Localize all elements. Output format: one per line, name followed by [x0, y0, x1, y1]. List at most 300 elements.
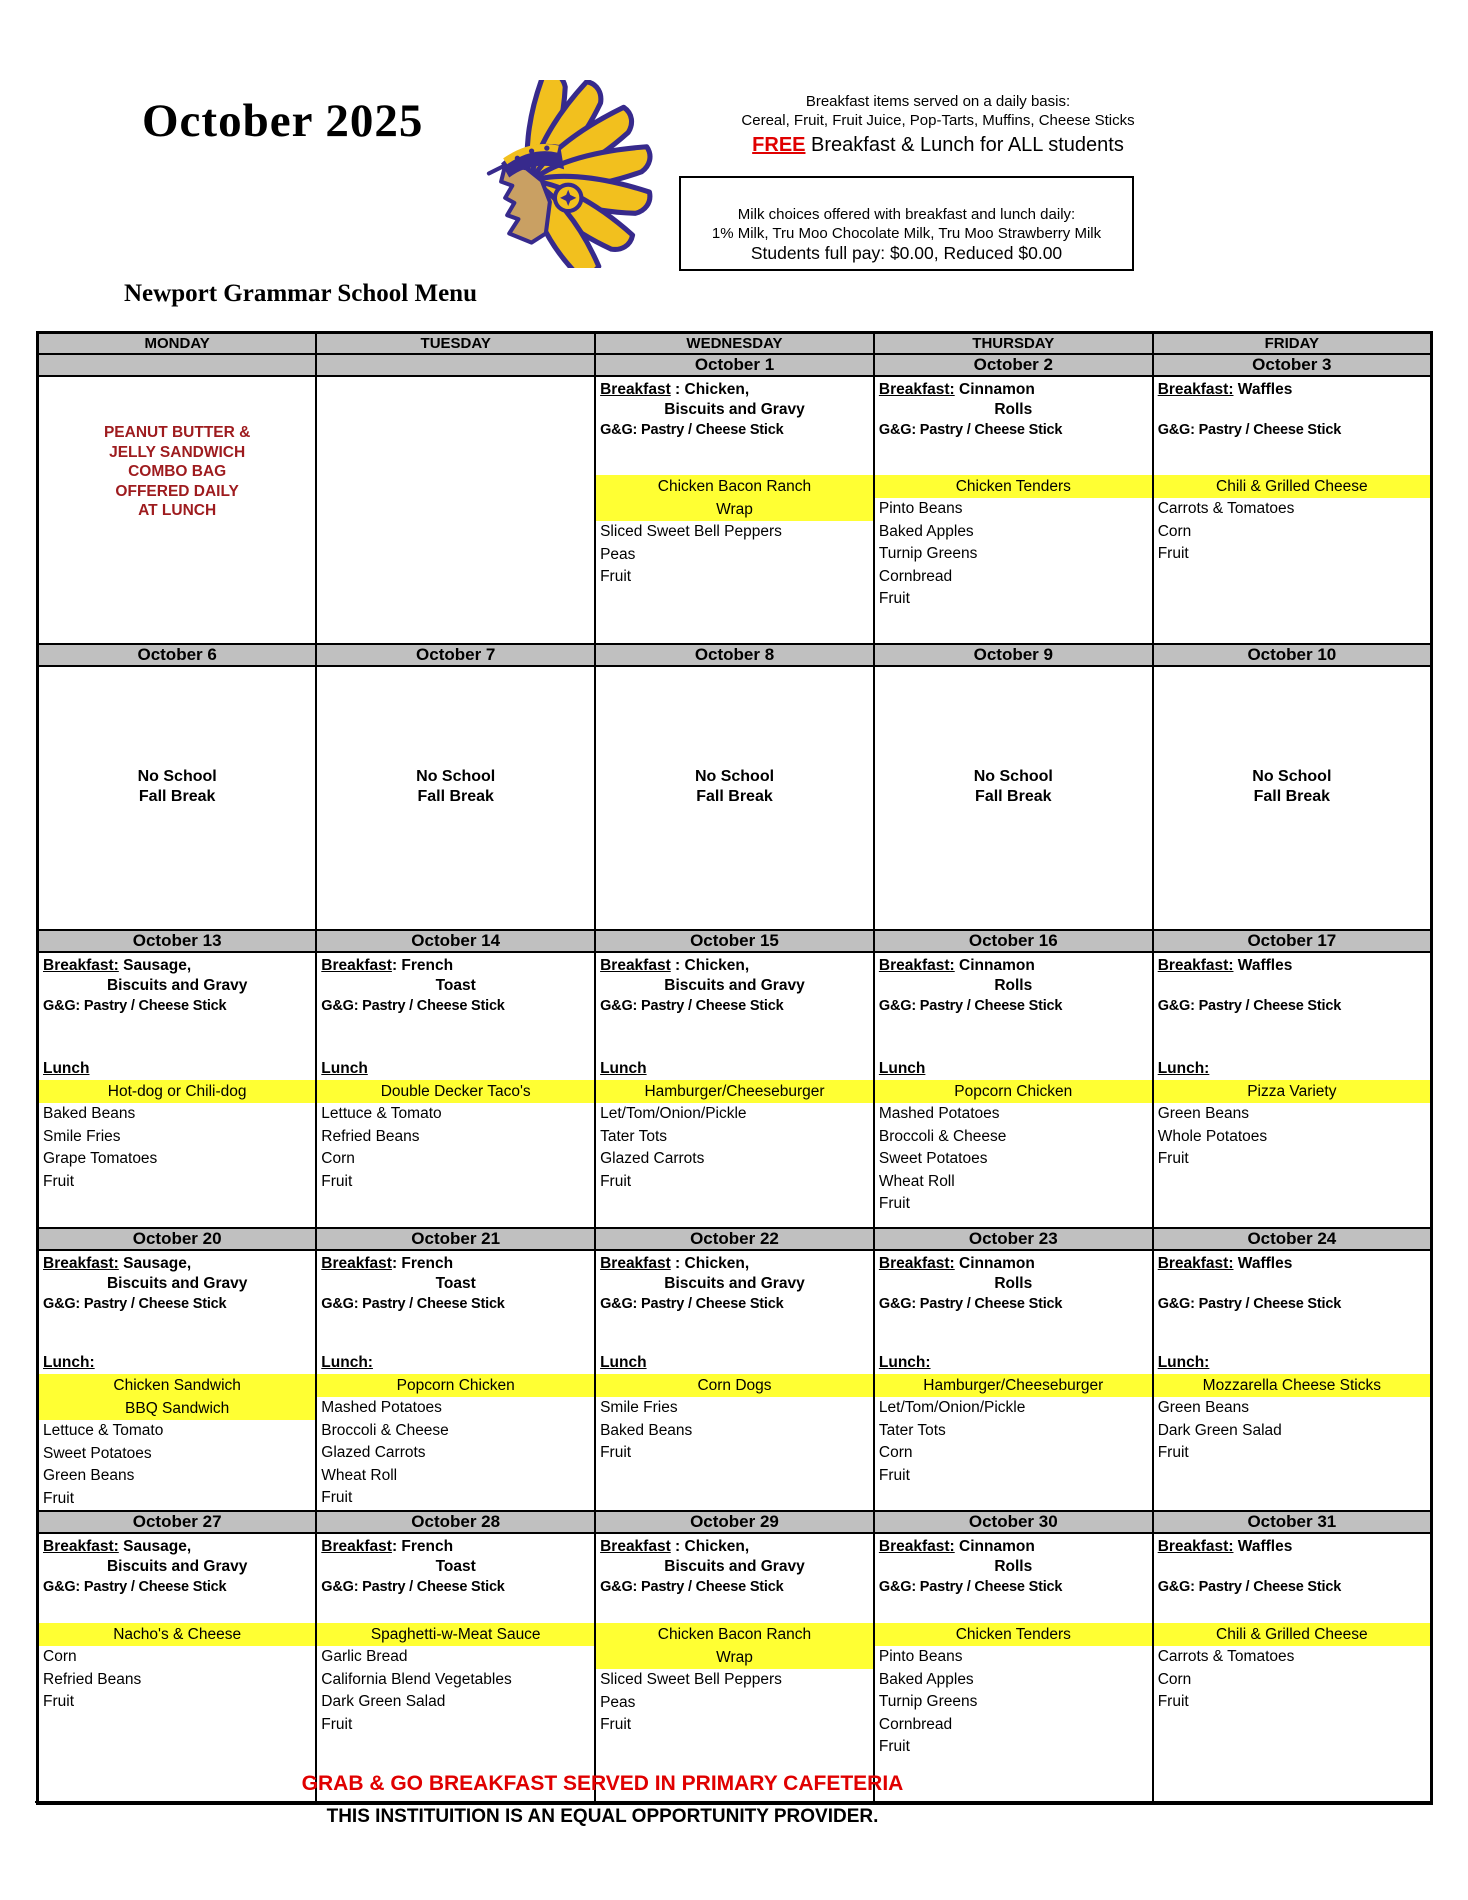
pbj-line: COMBO BAG	[128, 463, 227, 480]
lunch-entree-highlight	[1154, 1080, 1430, 1103]
side-items	[596, 1669, 873, 1737]
no-school-line: No School	[137, 768, 217, 785]
side-item: Carrots & Tomatoes	[1157, 500, 1295, 517]
breakfast-line2	[1154, 976, 1430, 996]
menu-cell	[38, 952, 317, 1228]
breakfast-line	[596, 1534, 873, 1557]
lunch-label: Lunch:	[1157, 1060, 1210, 1077]
free-word: FREE	[752, 134, 806, 156]
lunch-entree-highlight	[39, 1080, 315, 1103]
no-school-note	[596, 767, 873, 807]
lunch-entree-highlight	[39, 1374, 315, 1420]
breakfast-line	[317, 1534, 594, 1557]
date-cell-october-15: October 15	[595, 930, 874, 952]
side-item: Fruit	[321, 1715, 353, 1733]
date-cell-october-14: October 14	[316, 930, 595, 952]
breakfast-line	[39, 1534, 315, 1557]
breakfast-line2	[1154, 400, 1430, 420]
lunch-label: Lunch	[43, 1060, 90, 1077]
date-cell-october-16: October 16	[874, 930, 1153, 952]
side-item: Fruit	[1157, 545, 1189, 562]
breakfast-line	[875, 1534, 1152, 1557]
entree-line: Chicken Bacon Ranch	[657, 478, 812, 495]
menu-cell	[1153, 1533, 1432, 1804]
date-cell-october-2: October 2	[874, 354, 1153, 376]
side-item: Wheat Roll	[321, 1466, 398, 1484]
daily-note-line2: Cereal, Fruit, Fruit Juice, Pop-Tarts, Muffins, Cheese Sticks	[741, 112, 1135, 129]
side-item: Green Beans	[1157, 1399, 1250, 1416]
side-item: Wheat Roll	[878, 1172, 955, 1190]
free-meals-note	[716, 133, 1160, 157]
side-item: Turnip Greens	[878, 545, 978, 562]
breakfast-line2: Rolls	[994, 1275, 1033, 1292]
side-item: Baked Apples	[878, 522, 974, 540]
footer-grab-and-go: GRAB & GO BREAKFAST SERVED IN PRIMARY CAFETERIA	[301, 1772, 904, 1795]
spacer	[596, 1314, 873, 1352]
breakfast-line	[1154, 377, 1430, 400]
breakfast-item: : Chicken,	[670, 381, 750, 398]
spacer	[596, 440, 873, 475]
side-item: Fruit	[878, 590, 910, 607]
side-item: Fruit	[321, 1172, 353, 1190]
date-row	[38, 1228, 1432, 1250]
grab-and-go-line: G&G: Pastry / Cheese Stick	[321, 998, 505, 1014]
pbj-line: JELLY SANDWICH	[109, 443, 246, 461]
side-item: Lettuce & Tomato	[321, 1105, 442, 1122]
side-item: Sweet Potatoes	[43, 1444, 152, 1462]
side-item: Lettuce & Tomato	[43, 1422, 164, 1439]
no-school-note	[317, 767, 594, 807]
breakfast-line	[39, 953, 315, 976]
side-item: Corn	[321, 1150, 355, 1167]
date-cell-october-21: October 21	[316, 1228, 595, 1250]
day-header-row	[38, 333, 1432, 355]
breakfast-line2	[1154, 1557, 1430, 1577]
page-title: October 2025	[142, 95, 424, 147]
breakfast-item: Cinnamon	[954, 1538, 1035, 1555]
lunch-entree-highlight	[875, 1623, 1152, 1646]
date-cell-empty	[38, 354, 317, 376]
side-item: Fruit	[1157, 1150, 1189, 1167]
pbj-cell	[38, 376, 317, 644]
day-header-friday: FRIDAY	[1153, 333, 1432, 355]
side-items	[596, 1103, 873, 1193]
side-items	[317, 1397, 594, 1510]
breakfast-line2: Biscuits and Gravy	[664, 977, 805, 994]
lunch-entree-highlight	[317, 1374, 594, 1397]
breakfast-item: : French	[391, 1538, 454, 1555]
pbj-line: OFFERED DAILY	[115, 482, 239, 500]
side-item: Carrots & Tomatoes	[1157, 1648, 1295, 1665]
menu-cell	[1153, 376, 1432, 644]
breakfast-line2: Biscuits and Gravy	[664, 401, 805, 418]
footer-equal-opportunity: THIS INSTITUITION IS AN EQUAL OPPORTUNITY PROVIDER.	[326, 1806, 879, 1827]
milk-line2: 1% Milk, Tru Moo Chocolate Milk, Tru Moo Strawberry Milk	[711, 225, 1102, 242]
spacer	[596, 1016, 873, 1058]
breakfast-label: Breakfast:	[43, 957, 119, 974]
day-header-tuesday: TUESDAY	[316, 333, 595, 355]
side-item: Let/Tom/Onion/Pickle	[878, 1399, 1026, 1416]
entree-line: Double Decker Taco's	[380, 1083, 531, 1100]
lunch-entree-highlight	[596, 1374, 873, 1397]
lunch-entree-highlight	[596, 1623, 873, 1669]
spacer	[39, 1016, 315, 1058]
side-items	[39, 1420, 315, 1510]
lunch-entree-highlight	[1154, 475, 1430, 498]
lunch-label: Lunch	[600, 1060, 647, 1077]
breakfast-line2	[1154, 1274, 1430, 1294]
side-item: Corn	[43, 1648, 77, 1665]
milk-line1: Milk choices offered with breakfast and lunch daily:	[737, 206, 1076, 223]
side-item: Fruit	[600, 1444, 632, 1461]
no-school-line: Fall Break	[1253, 788, 1331, 805]
day-header-monday: MONDAY	[38, 333, 317, 355]
spacer	[1154, 440, 1430, 475]
side-item: Pinto Beans	[878, 500, 963, 517]
lunch-entree-highlight	[39, 1623, 315, 1646]
menu-row	[38, 1250, 1432, 1511]
side-item: Sweet Potatoes	[878, 1150, 988, 1167]
breakfast-label: Breakfast:	[43, 1538, 119, 1555]
no-school-note	[875, 767, 1152, 807]
school-mascot-logo	[450, 80, 664, 268]
entree-line: Popcorn Chicken	[396, 1377, 515, 1394]
side-item: Tater Tots	[600, 1127, 668, 1145]
breakfast-label: Breakfast:	[878, 957, 955, 974]
side-item: Grape Tomatoes	[43, 1150, 158, 1167]
breakfast-line2: Biscuits and Gravy	[106, 1275, 248, 1292]
breakfast-label: Breakfast	[600, 1255, 671, 1272]
no-school-line: No School	[1252, 768, 1332, 785]
side-item: Broccoli & Cheese	[878, 1127, 1007, 1145]
grab-and-go-line: G&G: Pastry / Cheese Stick	[878, 998, 1063, 1014]
side-items	[596, 521, 873, 589]
entree-line: Wrap	[716, 1649, 753, 1666]
side-item: Let/Tom/Onion/Pickle	[600, 1105, 747, 1122]
side-item: Fruit	[600, 1172, 632, 1190]
menu-cell	[38, 1250, 317, 1511]
date-cell-october-9: October 9	[874, 644, 1153, 666]
breakfast-item: Cinnamon	[954, 957, 1035, 974]
breakfast-line	[596, 953, 873, 976]
breakfast-line2: Biscuits and Gravy	[664, 1558, 805, 1575]
spacer	[875, 1016, 1152, 1058]
side-item: Whole Potatoes	[1157, 1127, 1268, 1145]
menu-cell	[595, 1250, 874, 1511]
grab-and-go-line: G&G: Pastry / Cheese Stick	[321, 1296, 505, 1312]
side-item: Fruit	[1157, 1444, 1189, 1461]
no-school-cell	[595, 666, 874, 930]
side-item: Tater Tots	[878, 1421, 946, 1439]
pbj-line: PEANUT BUTTER &	[103, 424, 251, 441]
date-cell-october-30: October 30	[874, 1511, 1153, 1533]
breakfast-line	[1154, 1251, 1430, 1274]
breakfast-line	[596, 1251, 873, 1274]
lunch-label: Lunch	[321, 1060, 368, 1077]
side-item: Corn	[878, 1444, 913, 1461]
side-items	[1154, 498, 1430, 566]
side-items	[875, 1397, 1152, 1487]
grab-and-go-line: G&G: Pastry / Cheese Stick	[878, 422, 1063, 438]
side-item: Cornbread	[878, 1715, 953, 1733]
side-item: Garlic Bread	[321, 1648, 408, 1665]
breakfast-item: Sausage,	[118, 1538, 192, 1555]
menu-cell	[38, 1533, 317, 1804]
side-item: Fruit	[43, 1172, 74, 1190]
breakfast-item: Waffles	[1233, 1538, 1293, 1555]
date-row	[38, 930, 1432, 952]
day-header-thursday: THURSDAY	[874, 333, 1153, 355]
side-items	[596, 1397, 873, 1465]
side-item: Fruit	[321, 1489, 353, 1506]
breakfast-item: Waffles	[1233, 957, 1293, 974]
date-cell-october-31: October 31	[1153, 1511, 1432, 1533]
entree-line: Spaghetti-w-Meat Sauce	[370, 1626, 541, 1643]
lunch-label: Lunch:	[1157, 1354, 1210, 1371]
entree-line: Corn Dogs	[697, 1377, 772, 1394]
grab-and-go-line: G&G: Pastry / Cheese Stick	[1157, 1296, 1342, 1312]
breakfast-label: Breakfast:	[1157, 381, 1234, 398]
breakfast-item: Cinnamon	[954, 381, 1035, 398]
date-cell-october-10: October 10	[1153, 644, 1432, 666]
pbj-daily-notice	[39, 423, 315, 521]
date-cell-october-6: October 6	[38, 644, 317, 666]
breakfast-label: Breakfast:	[1157, 1538, 1234, 1555]
breakfast-item: : French	[391, 1255, 454, 1272]
breakfast-label: Breakfast:	[1157, 1255, 1234, 1272]
menu-cell	[874, 1533, 1153, 1804]
grab-and-go-line: G&G: Pastry / Cheese Stick	[878, 1579, 1063, 1595]
side-item: Fruit	[1157, 1693, 1189, 1710]
date-cell-october-20: October 20	[38, 1228, 317, 1250]
side-item: Turnip Greens	[878, 1693, 978, 1710]
breakfast-item: : Chicken,	[670, 957, 750, 974]
no-school-line: No School	[973, 768, 1053, 785]
side-items	[317, 1646, 594, 1736]
side-items	[875, 1103, 1152, 1216]
side-items	[1154, 1103, 1430, 1171]
side-item: Fruit	[878, 1466, 910, 1484]
side-item: Dark Green Salad	[1157, 1421, 1282, 1439]
lunch-entree-highlight	[1154, 1374, 1430, 1397]
side-items	[317, 1103, 594, 1193]
spacer	[1154, 1314, 1430, 1352]
menu-calendar	[36, 331, 1433, 1805]
side-item: Corn	[1157, 522, 1192, 540]
side-item: Fruit	[878, 1195, 910, 1212]
breakfast-line2: Biscuits and Gravy	[106, 977, 248, 994]
date-cell-october-17: October 17	[1153, 930, 1432, 952]
lunch-entree-highlight	[317, 1080, 594, 1103]
spacer	[875, 1314, 1152, 1352]
breakfast-item: : Chicken,	[670, 1538, 750, 1555]
day-header-wednesday: WEDNESDAY	[595, 333, 874, 355]
no-school-line: Fall Break	[138, 788, 216, 805]
breakfast-line	[39, 1251, 315, 1274]
grab-and-go-line: G&G: Pastry / Cheese Stick	[321, 1579, 505, 1595]
menu-cell	[595, 952, 874, 1228]
side-item: Fruit	[43, 1489, 74, 1507]
side-items	[39, 1646, 315, 1714]
grab-and-go-line: G&G: Pastry / Cheese Stick	[43, 1296, 227, 1312]
menu-cell	[874, 1250, 1153, 1511]
side-item: Glazed Carrots	[600, 1150, 705, 1167]
entree-line: Chili & Grilled Cheese	[1216, 1626, 1368, 1643]
breakfast-item: Sausage,	[118, 1255, 192, 1272]
menu-row	[38, 666, 1432, 930]
no-school-cell	[874, 666, 1153, 930]
entree-line: BBQ Sandwich	[125, 1400, 230, 1417]
menu-cell	[1153, 952, 1432, 1228]
side-item: California Blend Vegetables	[321, 1670, 512, 1688]
side-item: Mashed Potatoes	[321, 1399, 442, 1416]
entree-line: Mozzarella Cheese Sticks	[1202, 1377, 1381, 1394]
spacer	[875, 440, 1152, 475]
breakfast-item: Sausage,	[118, 957, 192, 974]
free-text: Breakfast & Lunch for ALL students	[805, 134, 1124, 156]
date-cell-october-1: October 1	[595, 354, 874, 376]
breakfast-line2: Toast	[435, 977, 476, 994]
lunch-entree-highlight	[317, 1623, 594, 1646]
grab-and-go-line: G&G: Pastry / Cheese Stick	[878, 1296, 1063, 1312]
side-items	[875, 1646, 1152, 1759]
date-cell-october-29: October 29	[595, 1511, 874, 1533]
side-item: Baked Beans	[43, 1105, 136, 1122]
entree-line: Pizza Variety	[1247, 1083, 1337, 1100]
breakfast-item: Waffles	[1233, 1255, 1293, 1272]
breakfast-line	[875, 1251, 1152, 1274]
grab-and-go-line: G&G: Pastry / Cheese Stick	[1157, 1579, 1342, 1595]
entree-line: Nacho's & Cheese	[113, 1626, 242, 1643]
entree-line: Hamburger/Cheeseburger	[923, 1377, 1104, 1394]
menu-cell	[316, 1533, 595, 1804]
date-row	[38, 644, 1432, 666]
menu-cell	[1153, 1250, 1432, 1511]
spacer	[1154, 1016, 1430, 1058]
breakfast-line	[596, 377, 873, 400]
no-school-cell	[1153, 666, 1432, 930]
side-item: Fruit	[878, 1738, 910, 1755]
grab-and-go-line: G&G: Pastry / Cheese Stick	[43, 1579, 227, 1595]
breakfast-item: : Chicken,	[670, 1255, 750, 1272]
lunch-entree-highlight	[875, 1080, 1152, 1103]
side-item: Mashed Potatoes	[878, 1105, 1000, 1122]
side-item: Green Beans	[43, 1467, 135, 1484]
date-cell-october-27: October 27	[38, 1511, 317, 1533]
spacer	[39, 1314, 315, 1352]
breakfast-line2: Toast	[435, 1275, 476, 1292]
menu-row	[38, 952, 1432, 1228]
no-school-note	[1154, 767, 1430, 807]
no-school-cell	[38, 666, 317, 930]
lunch-label: Lunch	[600, 1354, 647, 1371]
date-cell-october-8: October 8	[595, 644, 874, 666]
breakfast-label: Breakfast:	[878, 1538, 955, 1555]
lunch-label: Lunch	[878, 1060, 926, 1077]
grab-and-go-line: G&G: Pastry / Cheese Stick	[1157, 422, 1342, 438]
empty-cell	[316, 376, 595, 644]
breakfast-label: Breakfast	[600, 381, 671, 398]
spacer	[317, 1314, 594, 1352]
no-school-cell	[316, 666, 595, 930]
menu-row	[38, 1533, 1432, 1804]
date-cell-october-23: October 23	[874, 1228, 1153, 1250]
side-item: Green Beans	[1157, 1105, 1250, 1122]
breakfast-item: : French	[391, 957, 454, 974]
breakfast-label: Breakfast	[600, 1538, 671, 1555]
side-item: Refried Beans	[43, 1670, 142, 1688]
side-items	[1154, 1646, 1430, 1714]
spacer	[39, 1597, 315, 1623]
breakfast-label: Breakfast	[600, 957, 671, 974]
breakfast-label: Breakfast:	[43, 1255, 119, 1272]
breakfast-line	[875, 953, 1152, 976]
breakfast-label: Breakfast:	[878, 381, 955, 398]
side-item: Smile Fries	[600, 1399, 678, 1416]
spacer	[317, 1597, 594, 1623]
lunch-label: Lunch:	[43, 1354, 95, 1371]
side-item: Baked Apples	[878, 1670, 974, 1688]
milk-pricing: Students full pay: $0.00, Reduced $0.00	[750, 243, 1063, 263]
side-items	[1154, 1397, 1430, 1465]
menu-cell	[595, 1533, 874, 1804]
lunch-entree-highlight	[875, 475, 1152, 498]
no-school-line: Fall Break	[417, 788, 494, 805]
pbj-line: AT LUNCH	[138, 502, 217, 519]
side-items	[39, 1103, 315, 1193]
side-item: Peas	[600, 1693, 636, 1711]
breakfast-line2: Toast	[435, 1558, 476, 1575]
date-cell-october-22: October 22	[595, 1228, 874, 1250]
side-item: Smile Fries	[43, 1127, 121, 1145]
grab-and-go-line: G&G: Pastry / Cheese Stick	[600, 422, 784, 438]
side-item: Broccoli & Cheese	[321, 1421, 449, 1439]
side-item: Baked Beans	[600, 1421, 693, 1439]
side-item: Corn	[1157, 1670, 1192, 1688]
side-item: Refried Beans	[321, 1127, 420, 1145]
date-cell-october-3: October 3	[1153, 354, 1432, 376]
breakfast-line	[317, 1251, 594, 1274]
daily-breakfast-notes	[716, 92, 1160, 157]
lunch-entree-highlight	[596, 1080, 873, 1103]
entree-line: Chicken Sandwich	[113, 1377, 241, 1394]
daily-note-line1: Breakfast items served on a daily basis:	[805, 93, 1071, 110]
breakfast-line2: Rolls	[994, 977, 1033, 994]
grab-and-go-line: G&G: Pastry / Cheese Stick	[600, 1296, 784, 1312]
breakfast-item: Waffles	[1233, 381, 1293, 398]
date-row	[38, 354, 1432, 376]
breakfast-line	[1154, 1534, 1430, 1557]
lunch-entree-highlight	[1154, 1623, 1430, 1646]
lunch-entree-highlight	[596, 475, 873, 521]
grab-and-go-line: G&G: Pastry / Cheese Stick	[600, 1579, 784, 1595]
grab-and-go-line: G&G: Pastry / Cheese Stick	[600, 998, 784, 1014]
spacer	[1154, 1597, 1430, 1623]
entree-line: Popcorn Chicken	[954, 1083, 1073, 1100]
breakfast-line	[875, 377, 1152, 400]
side-item: Pinto Beans	[878, 1648, 963, 1665]
entree-line: Hot-dog or Chili-dog	[107, 1083, 247, 1100]
date-row	[38, 1511, 1432, 1533]
breakfast-line2: Biscuits and Gravy	[664, 1275, 805, 1292]
menu-cell	[595, 376, 874, 644]
side-item: Fruit	[43, 1693, 74, 1710]
breakfast-label: Breakfast:	[878, 1255, 955, 1272]
breakfast-item: Cinnamon	[954, 1255, 1035, 1272]
entree-line: Chili & Grilled Cheese	[1216, 478, 1368, 495]
no-school-line: No School	[416, 768, 496, 785]
menu-cell	[316, 1250, 595, 1511]
